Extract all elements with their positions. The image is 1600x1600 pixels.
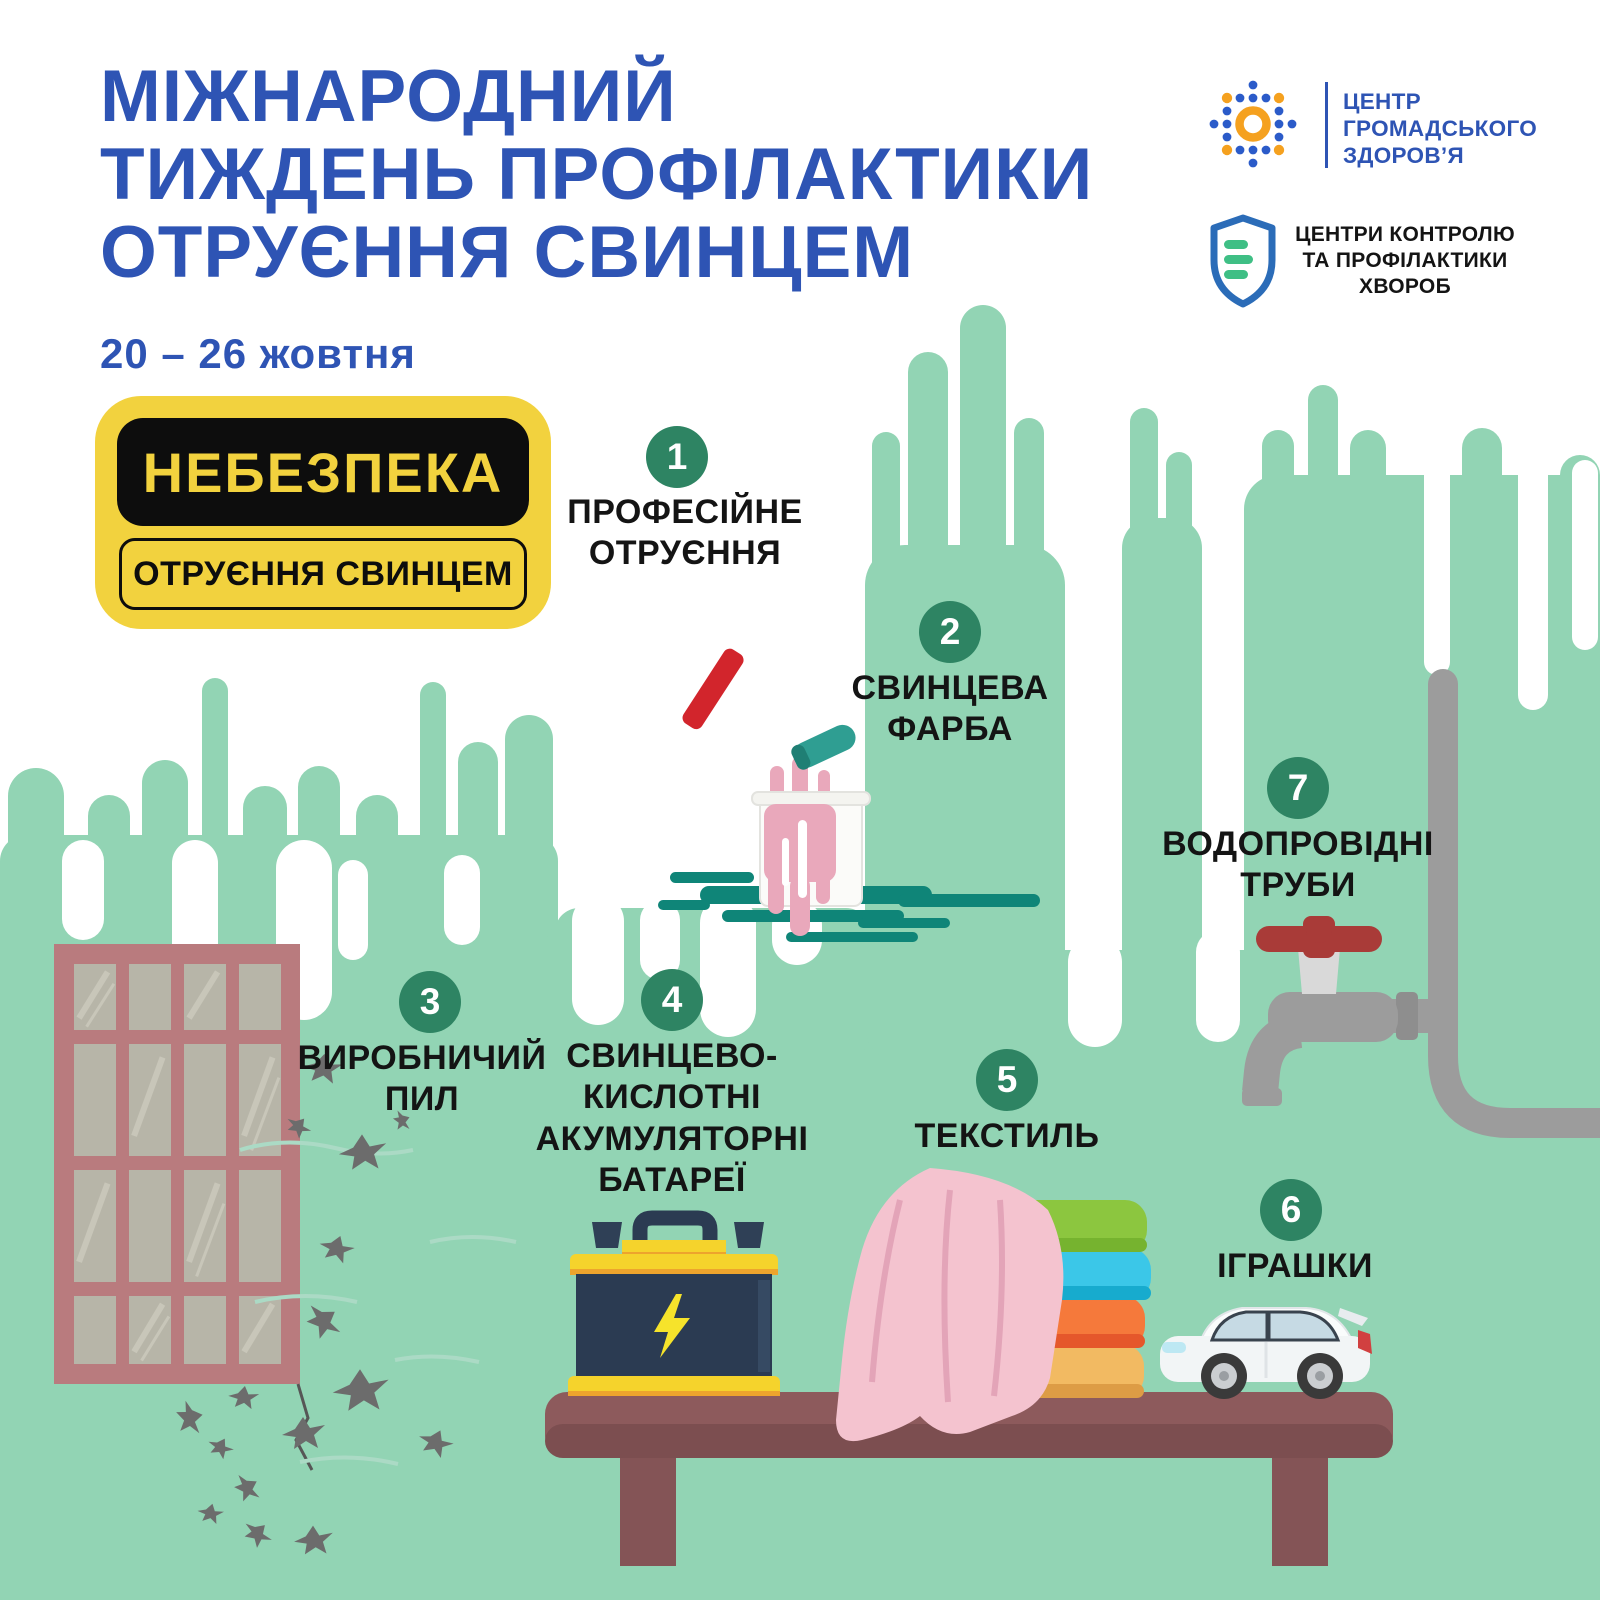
phc-logo-text: ЦЕНТР ГРОМАДСЬКОГО ЗДОРОВ’Я bbox=[1343, 89, 1538, 168]
item-5-badge: 5 bbox=[976, 1049, 1038, 1111]
item-1-badge: 1 bbox=[646, 426, 708, 488]
item-3-label: ВИРОБНИЧИЙ ПИЛ bbox=[297, 1039, 547, 1119]
item-4-label: СВИНЦЕВО- КИСЛОТНІ АКУМУЛЯТОРНІ БАТАРЕЇ bbox=[535, 1037, 809, 1200]
item-6-label: ІГРАШКИ bbox=[1217, 1247, 1373, 1285]
danger-sign-header: НЕБЕЗПЕКА bbox=[117, 418, 529, 526]
logo-public-health-center bbox=[1175, 64, 1538, 189]
cdc-logo-text: ЦЕНТРИ КОНТРОЛЮ ТА ПРОФІЛАКТИКИ ХВОРОБ bbox=[1295, 223, 1515, 298]
shield-stripes-icon bbox=[1208, 214, 1278, 309]
car-battery-icon bbox=[568, 1218, 780, 1396]
logo-disease-control-centers bbox=[1190, 210, 1530, 315]
item-4-badge: 4 bbox=[641, 969, 703, 1031]
item-1-label: ПРОФЕСІЙНЕ ОТРУЄННЯ bbox=[567, 493, 803, 573]
item-2-label: СВИНЦЕВА ФАРБА bbox=[851, 669, 1049, 749]
title-line-3: ОТРУЄННЯ СВИНЦЕМ bbox=[100, 212, 915, 294]
title-line-2: ТИЖДЕНЬ ПРОФІЛАКТИКИ bbox=[100, 134, 1094, 216]
item-7-badge: 7 bbox=[1267, 757, 1329, 819]
danger-sign-subtext: ОТРУЄННЯ СВИНЦЕМ bbox=[119, 538, 527, 610]
item-5-label: ТЕКСТИЛЬ bbox=[914, 1117, 1100, 1155]
item-2-badge: 2 bbox=[919, 601, 981, 663]
danger-sign bbox=[95, 396, 551, 629]
logo-divider bbox=[1325, 82, 1328, 168]
title-line-1: МІЖНАРОДНИЙ bbox=[100, 56, 677, 137]
item-3-badge: 3 bbox=[399, 971, 461, 1033]
page-title bbox=[100, 58, 1180, 292]
dotted-sun-icon bbox=[1203, 74, 1303, 174]
item-7-label: ВОДОПРОВІДНІ ТРУБИ bbox=[1162, 825, 1434, 905]
item-6-badge: 6 bbox=[1260, 1179, 1322, 1241]
date-range: 20 – 26 жовтня bbox=[100, 330, 416, 377]
